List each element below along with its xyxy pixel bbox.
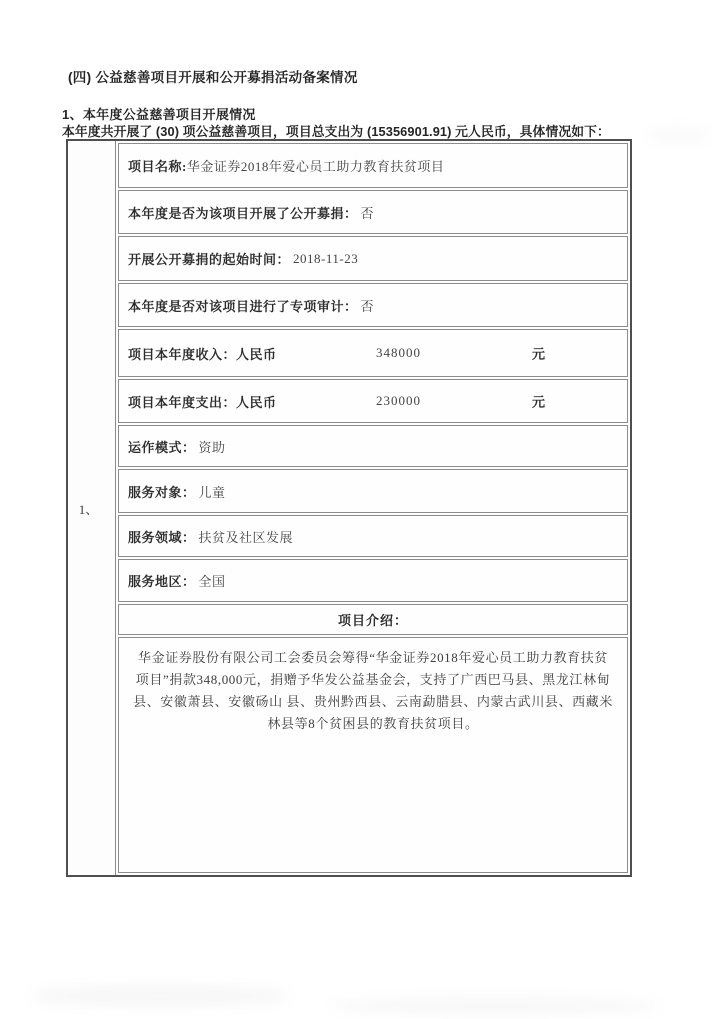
- field-value: 否: [360, 205, 375, 221]
- intro-text: 华金证券股份有限公司工会委员会筹得“华金证券2018年爱心员工助力教育扶贫项目”捐款348,000元，捐赠予华发公益基金会，支持了广西巴马县、黑龙江林甸县、安徽萧县、安徽砀山 县、贵州黔西县、云南勐腊县、内蒙古武川县、西藏米林县等8个贫困县的教育扶贫项目。: [133, 650, 613, 731]
- summary-line: 本年度共开展了 (30) 项公益慈善项目，项目总支出为 (15356901.91) 元人民币，具体情况如下：: [62, 124, 610, 139]
- income-amount: 348000: [376, 345, 421, 360]
- field-label: 开展公开募捐的起始时间：: [128, 252, 291, 267]
- field-value: 2018-11-23: [293, 250, 359, 266]
- row-public-fundraising: [118, 190, 628, 234]
- subsection-heading: 1、本年度公益慈善项目开展情况: [62, 107, 256, 122]
- field-value: 扶贫及社区发展: [198, 529, 294, 545]
- row-project-name: [118, 143, 628, 188]
- field-label: 服务对象：: [128, 484, 196, 500]
- row-annual-income: [118, 329, 628, 377]
- field-label: 本年度是否为该项目开展了公开募捐：: [128, 205, 358, 221]
- project-detail-table: [66, 139, 632, 877]
- field-label: 服务领域：: [128, 529, 196, 545]
- row-annual-expense: [118, 379, 628, 423]
- scan-artifact: [648, 128, 708, 142]
- row-service-field: [118, 515, 628, 557]
- field-value: 否: [360, 298, 375, 314]
- row-service-target: [118, 469, 628, 513]
- row-intro-body: [118, 637, 628, 873]
- project-index: 1、: [78, 501, 99, 517]
- project-field-rows: [116, 141, 630, 875]
- field-label: 运作模式：: [128, 439, 196, 455]
- expense-amount: 230000: [376, 393, 421, 408]
- row-intro-header: [118, 604, 628, 635]
- intro-header: 项目介绍：: [337, 613, 408, 628]
- row-special-audit: [118, 283, 628, 327]
- section-heading: (四) 公益慈善项目开展和公开募捐活动备案情况: [68, 70, 358, 85]
- row-service-area: [118, 559, 628, 602]
- scan-artifact: [30, 985, 290, 1007]
- field-label: 项目本年度支出：人民币: [128, 394, 277, 410]
- scan-artifact: [330, 998, 660, 1014]
- row-operation-mode: [118, 425, 628, 467]
- field-value: 资助: [198, 439, 226, 455]
- field-label: 项目本年度收入：人民币: [128, 346, 277, 362]
- field-value: 儿童: [198, 484, 226, 500]
- field-label: 本年度是否对该项目进行了专项审计：: [128, 298, 358, 314]
- currency-unit: 元: [532, 394, 546, 410]
- field-value: 全国: [198, 574, 226, 589]
- row-fundraising-start-date: [118, 236, 628, 281]
- field-label: 服务地区：: [128, 574, 196, 589]
- field-value: 华金证券2018年爱心员工助力教育扶贫项目: [186, 159, 445, 174]
- project-index-cell: [68, 141, 116, 875]
- field-label: 项目名称:: [128, 159, 187, 174]
- currency-unit: 元: [532, 346, 546, 362]
